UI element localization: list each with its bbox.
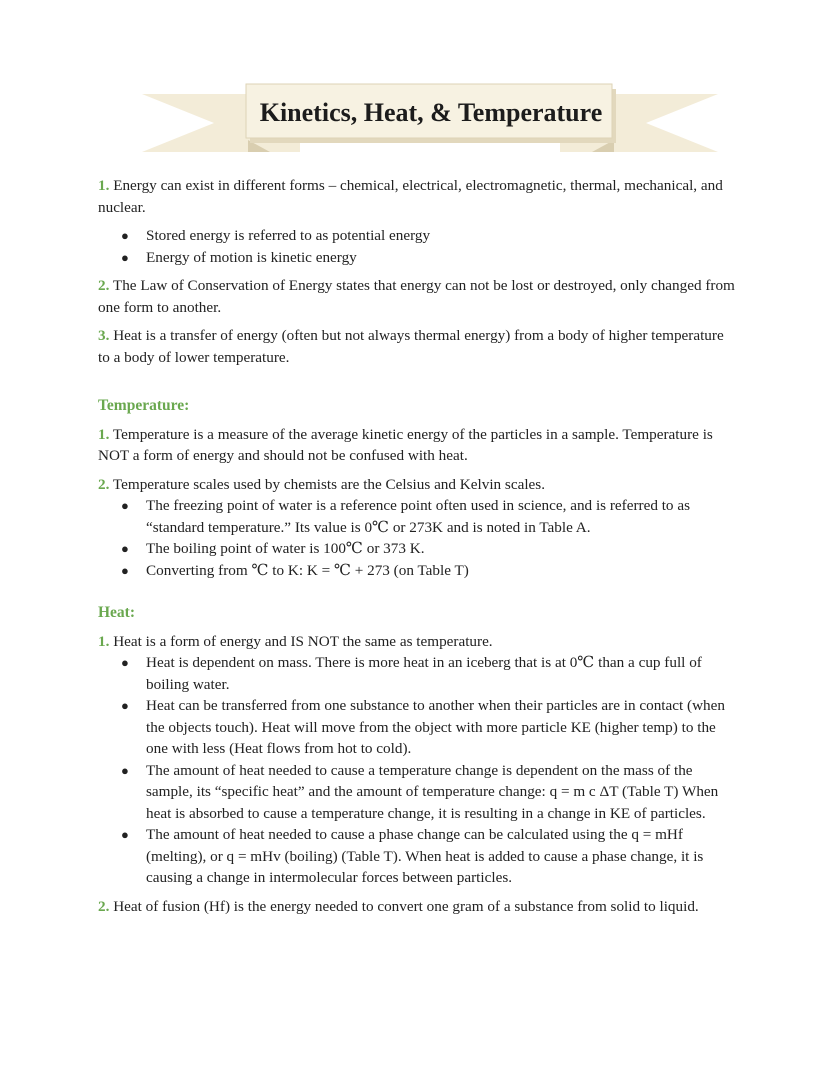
temperature-heading: Temperature: xyxy=(98,397,190,414)
document-body xyxy=(98,175,738,924)
temperature-item-2 xyxy=(98,474,738,496)
intro-item-2 xyxy=(98,275,738,318)
bullet-icon: ● xyxy=(121,655,129,670)
title-banner xyxy=(0,0,828,170)
list-item: ● The amount of heat needed to cause a temperature change is dependent on the mass of the sample, its “specific heat” and the amount of temperature change: q = m c ΔT (Table T) When heat is absorbed to cause a temperature change, it is resulting in a change in KE of particles. xyxy=(121,761,719,822)
list-item: ● The boiling point of water is 100℃ or 373 K. xyxy=(98,538,738,560)
heat-item-1 xyxy=(98,631,738,653)
item-text: Temperature is a measure of the average kinetic energy of the particles in a sample. Temperature is NOT a form of energy and should not be confused with heat. xyxy=(98,425,713,464)
bullet-icon: ● xyxy=(121,698,129,713)
item-text: Heat of fusion (Hf) is the energy needed to convert one gram of a substance from solid to liquid. xyxy=(113,897,699,915)
bullet-icon: ● xyxy=(121,827,129,842)
item-number: 2. xyxy=(98,475,110,493)
bullet-icon: ● xyxy=(121,762,129,778)
item-number: 1. xyxy=(98,632,110,650)
item-text: Heat is a transfer of energy (often but not always thermal energy) from a body of higher temperature to a body of lower temperature. xyxy=(98,327,724,366)
list-item: ● Energy of motion is kinetic energy xyxy=(98,247,738,269)
bullet-icon: ● xyxy=(121,562,129,578)
temperature-item-2-bullets xyxy=(98,495,738,581)
list-item: ● The freezing point of water is a reference point often used in science, and is referred to as “standard temperature.” Its value is 0℃ or 273K and is noted in Table A. xyxy=(121,497,690,536)
ribbon-graphic xyxy=(0,0,828,170)
item-number: 1. xyxy=(98,177,110,194)
list-item: ● Heat is dependent on mass. There is more heat in an iceberg that is at 0℃ than a cup full of boiling water. xyxy=(121,654,702,693)
temperature-item-1 xyxy=(98,424,738,467)
intro-item-3 xyxy=(98,325,738,368)
list-item: ● Heat can be transferred from one substance to another when their particles are in contact (when the objects touch). Heat will move from the object with more particle KE (higher temp) to the one with less (Heat flows from hot to cold). xyxy=(121,697,725,757)
item-text: Heat is a form of energy and IS NOT the same as temperature. xyxy=(113,632,493,650)
page-title: Kinetics, Heat, & Temperature xyxy=(259,98,603,127)
item-number: 2. xyxy=(98,277,110,294)
intro-item-1-bullets xyxy=(98,225,738,268)
item-text: Temperature scales used by chemists are the Celsius and Kelvin scales. xyxy=(112,475,545,493)
item-number: 3. xyxy=(98,327,110,344)
list-item: ● The amount of heat needed to cause a phase change can be calculated using the q = mHf (melting), or q = mHv (boiling) (Table T). When heat is added to cause a phase change, it is causing a change in intermolecular forces between particles. xyxy=(121,826,704,886)
heat-heading: Heat: xyxy=(98,604,136,621)
heat-item-1-bullets xyxy=(98,652,738,889)
list-item: ● Converting from ℃ to K: K = ℃ + 273 (on Table T) xyxy=(98,560,738,582)
bullet-icon: ● xyxy=(121,498,129,513)
intro-item-1 xyxy=(98,175,738,218)
heat-item-2 xyxy=(98,896,738,918)
list-item: ● Stored energy is referred to as potential energy xyxy=(98,225,738,247)
item-number: 2. xyxy=(98,897,110,915)
bullet-icon: ● xyxy=(121,249,129,265)
item-text: The Law of Conservation of Energy states that energy can not be lost or destroyed, only changed from one form to another. xyxy=(98,277,735,316)
bullet-icon: ● xyxy=(121,541,129,556)
item-number: 1. xyxy=(98,425,110,443)
bullet-icon: ● xyxy=(121,228,129,243)
item-text: Energy can exist in different forms – chemical, electrical, electromagnetic, thermal, mechanical, and nuclear. xyxy=(98,177,723,216)
